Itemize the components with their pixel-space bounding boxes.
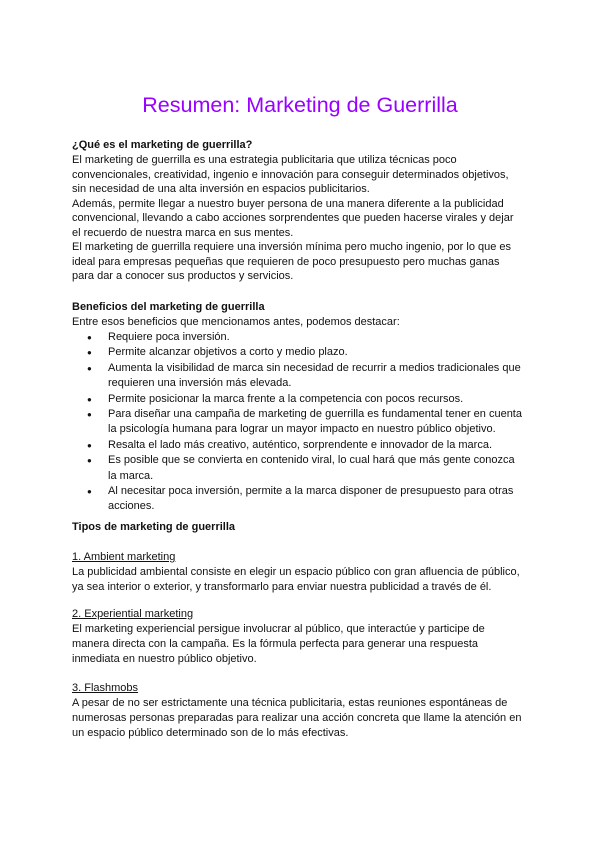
list-item [72, 330, 542, 345]
list-item-text: ● Para diseñar una campaña de marketing de guerrilla es fundamental tener en cuenta [72, 407, 542, 422]
paragraph-line: sin necesidad de una alta inversión en espacios publicitarios. [72, 183, 370, 195]
paragraph-line: A pesar de no ser estrictamente una técnica publicitaria, estas reuniones espontáneas de [72, 697, 508, 709]
paragraph-line: Además, permite llegar a nuestro buyer persona de una manera diferente a la publicidad [72, 197, 504, 210]
paragraph-line: El marketing de guerrilla requiere una inversión mínima pero mucho ingenio, por lo que es [72, 241, 512, 253]
section-heading: ¿Qué es el marketing de guerrilla? [72, 139, 253, 151]
paragraph-line: manera directa con la campaña. Es la fórmula perfecta para generar una respuesta [72, 638, 479, 650]
list-item-text: requieren una inversión más elevada. [108, 377, 292, 390]
list-item [72, 345, 542, 360]
list-item [72, 484, 542, 515]
type-block [72, 607, 542, 667]
paragraph-line: un espacio público determinado son de lo más efectivas. [72, 727, 349, 739]
document-title: Resumen: Marketing de Guerrilla [142, 93, 458, 117]
list-item-text: ● Requiere poca inversión. [72, 330, 542, 345]
type-title-text: 1. Ambient marketing [72, 551, 176, 563]
type-title [72, 550, 542, 565]
paragraph-line: para dar a conocer sus productos y servicios. [72, 270, 294, 282]
list-item-text: la psicología humana para lograr un mayor impacto en nuestro público objetivo. [108, 423, 496, 436]
type-title-text: 3. Flashmobs [72, 682, 139, 694]
type-title [72, 681, 542, 696]
type-block [72, 550, 542, 595]
section-types [72, 520, 542, 535]
section-heading: Beneficios del marketing de guerrilla [72, 301, 265, 313]
paragraph-line: ideal para empresas pequeñas que requieren de poco presupuesto pero muchas ganas [72, 255, 500, 268]
section-heading: Tipos de marketing de guerrilla [72, 521, 236, 533]
list-item-text: ● Aumenta la visibilidad de marca sin necesidad de recurrir a medios tradicionales que [72, 361, 542, 376]
list-item [72, 361, 542, 392]
list-item-text: acciones. [108, 500, 155, 513]
paragraph-line: El marketing de guerrilla es una estrategia publicitaria que utiliza técnicas poco [72, 154, 457, 166]
list-item-text: ● Es posible que se convierta en contenido viral, lo cual hará que más gente conozca [72, 453, 542, 468]
list-item-text: la marca. [108, 469, 154, 482]
type-block [72, 681, 542, 741]
paragraph-line: numerosas personas preparadas para realizar una acción concreta que llame la atención en [72, 712, 522, 724]
paragraph-line: convencional, llevando a cabo acciones sorprendentes que pueden hacerse virales y dejar [72, 212, 514, 224]
list-item [72, 453, 542, 484]
benefits-list [72, 330, 542, 515]
paragraph-line: convencionales, creatividad, ingenio e innovación para conseguir determinados objetivos, [72, 168, 509, 181]
section-what-is [72, 138, 542, 284]
list-item [72, 407, 542, 438]
paragraph-line: La publicidad ambiental consiste en elegir un espacio público con gran afluencia de público, [72, 566, 520, 578]
paragraph-line: el recuerdo de nuestra marca en sus mentes. [72, 226, 294, 239]
section-intro: Entre esos beneficios que mencionamos antes, podemos destacar: [72, 316, 400, 328]
paragraph-line: ya sea interior o exterior, y transformarlo para enviar nuestra publicidad a través de él. [72, 581, 492, 593]
list-item-text: ● Permite posicionar la marca frente a la competencia con pocos recursos. [72, 392, 542, 407]
section-benefits [72, 300, 542, 515]
type-title [72, 607, 542, 622]
list-item-text: ● Permite alcanzar objetivos a corto y medio plazo. [72, 345, 542, 360]
paragraph-line: inmediata en nuestro público objetivo. [72, 653, 257, 665]
list-item-text: ● Resalta el lado más creativo, auténtico, sorprendente e innovador de la marca. [72, 438, 542, 453]
list-item-text: ● Al necesitar poca inversión, permite a la marca disponer de presupuesto para otras [72, 484, 542, 499]
paragraph-line: El marketing experiencial persigue involucrar al público, que interactúe y participe de [72, 623, 485, 635]
list-item [72, 438, 542, 453]
type-title-text: 2. Experiential marketing [72, 608, 194, 620]
list-item [72, 392, 542, 407]
